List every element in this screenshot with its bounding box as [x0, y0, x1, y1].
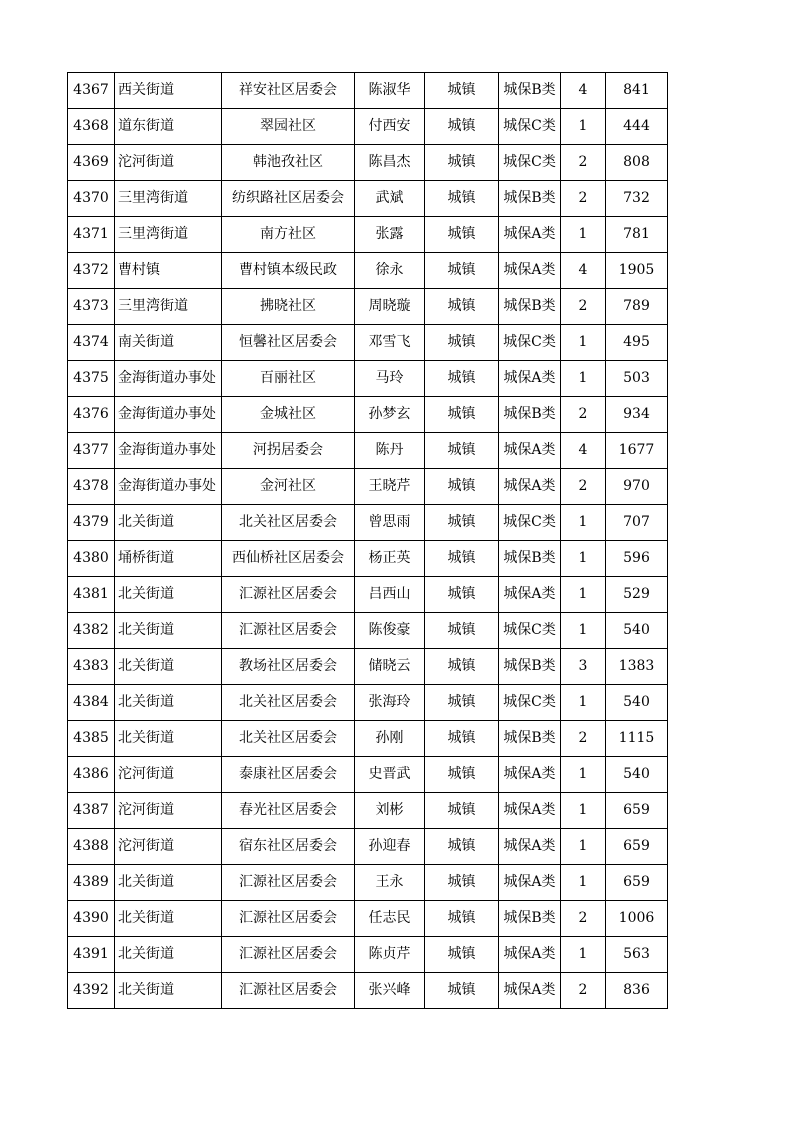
- count-cell: 2: [561, 901, 606, 937]
- name-cell: 张兴峰: [355, 973, 425, 1009]
- type-cell: 城镇: [425, 469, 499, 505]
- street-cell: 金海街道办事处: [115, 433, 222, 469]
- amount-cell: 1905: [606, 253, 668, 289]
- amount-cell: 789: [606, 289, 668, 325]
- street-cell: 金海街道办事处: [115, 469, 222, 505]
- records-table: [67, 72, 668, 1009]
- table-row: [68, 181, 668, 217]
- row-id-cell: 4391: [68, 937, 115, 973]
- category-cell: 城保B类: [499, 901, 561, 937]
- amount-cell: 970: [606, 469, 668, 505]
- community-cell: 金城社区: [222, 397, 355, 433]
- category-cell: 城保B类: [499, 649, 561, 685]
- table-row: [68, 217, 668, 253]
- name-cell: 付西安: [355, 109, 425, 145]
- name-cell: 徐永: [355, 253, 425, 289]
- row-id-cell: 4387: [68, 793, 115, 829]
- community-cell: 汇源社区居委会: [222, 973, 355, 1009]
- table-row: [68, 649, 668, 685]
- count-cell: 1: [561, 505, 606, 541]
- street-cell: 南关街道: [115, 325, 222, 361]
- table-body: [68, 73, 668, 1009]
- table-row: [68, 829, 668, 865]
- count-cell: 2: [561, 289, 606, 325]
- row-id-cell: 4392: [68, 973, 115, 1009]
- table-row: [68, 973, 668, 1009]
- community-cell: 汇源社区居委会: [222, 613, 355, 649]
- amount-cell: 707: [606, 505, 668, 541]
- street-cell: 北关街道: [115, 505, 222, 541]
- count-cell: 4: [561, 433, 606, 469]
- table-row: [68, 505, 668, 541]
- category-cell: 城保B类: [499, 289, 561, 325]
- amount-cell: 781: [606, 217, 668, 253]
- table-row: [68, 253, 668, 289]
- category-cell: 城保B类: [499, 541, 561, 577]
- name-cell: 王晓芹: [355, 469, 425, 505]
- row-id-cell: 4368: [68, 109, 115, 145]
- row-id-cell: 4383: [68, 649, 115, 685]
- category-cell: 城保A类: [499, 361, 561, 397]
- amount-cell: 540: [606, 685, 668, 721]
- name-cell: 马玲: [355, 361, 425, 397]
- table-row: [68, 109, 668, 145]
- type-cell: 城镇: [425, 361, 499, 397]
- count-cell: 1: [561, 613, 606, 649]
- table-row: [68, 613, 668, 649]
- count-cell: 1: [561, 217, 606, 253]
- community-cell: 曹村镇本级民政: [222, 253, 355, 289]
- table-row: [68, 685, 668, 721]
- type-cell: 城镇: [425, 613, 499, 649]
- community-cell: 金河社区: [222, 469, 355, 505]
- amount-cell: 1383: [606, 649, 668, 685]
- row-id-cell: 4390: [68, 901, 115, 937]
- count-cell: 1: [561, 541, 606, 577]
- street-cell: 三里湾街道: [115, 217, 222, 253]
- count-cell: 1: [561, 325, 606, 361]
- table-row: [68, 145, 668, 181]
- community-cell: 翠园社区: [222, 109, 355, 145]
- type-cell: 城镇: [425, 649, 499, 685]
- table-row: [68, 865, 668, 901]
- community-cell: 南方社区: [222, 217, 355, 253]
- row-id-cell: 4385: [68, 721, 115, 757]
- count-cell: 1: [561, 829, 606, 865]
- name-cell: 任志民: [355, 901, 425, 937]
- type-cell: 城镇: [425, 973, 499, 1009]
- count-cell: 3: [561, 649, 606, 685]
- name-cell: 孙刚: [355, 721, 425, 757]
- community-cell: 汇源社区居委会: [222, 577, 355, 613]
- amount-cell: 934: [606, 397, 668, 433]
- table-row: [68, 577, 668, 613]
- name-cell: 张海玲: [355, 685, 425, 721]
- amount-cell: 495: [606, 325, 668, 361]
- category-cell: 城保C类: [499, 109, 561, 145]
- row-id-cell: 4371: [68, 217, 115, 253]
- amount-cell: 732: [606, 181, 668, 217]
- type-cell: 城镇: [425, 505, 499, 541]
- table-row: [68, 793, 668, 829]
- street-cell: 西关街道: [115, 73, 222, 109]
- count-cell: 2: [561, 469, 606, 505]
- row-id-cell: 4388: [68, 829, 115, 865]
- street-cell: 北关街道: [115, 577, 222, 613]
- row-id-cell: 4370: [68, 181, 115, 217]
- street-cell: 北关街道: [115, 973, 222, 1009]
- street-cell: 埇桥街道: [115, 541, 222, 577]
- type-cell: 城镇: [425, 793, 499, 829]
- row-id-cell: 4378: [68, 469, 115, 505]
- table-row: [68, 73, 668, 109]
- type-cell: 城镇: [425, 577, 499, 613]
- type-cell: 城镇: [425, 865, 499, 901]
- table-row: [68, 469, 668, 505]
- category-cell: 城保A类: [499, 865, 561, 901]
- community-cell: 百丽社区: [222, 361, 355, 397]
- type-cell: 城镇: [425, 145, 499, 181]
- street-cell: 沱河街道: [115, 829, 222, 865]
- street-cell: 金海街道办事处: [115, 361, 222, 397]
- category-cell: 城保B类: [499, 181, 561, 217]
- amount-cell: 659: [606, 829, 668, 865]
- row-id-cell: 4377: [68, 433, 115, 469]
- community-cell: 河拐居委会: [222, 433, 355, 469]
- count-cell: 1: [561, 865, 606, 901]
- amount-cell: 1115: [606, 721, 668, 757]
- name-cell: 陈淑华: [355, 73, 425, 109]
- table-row: [68, 289, 668, 325]
- amount-cell: 563: [606, 937, 668, 973]
- count-cell: 2: [561, 721, 606, 757]
- name-cell: 陈俊豪: [355, 613, 425, 649]
- count-cell: 1: [561, 577, 606, 613]
- row-id-cell: 4375: [68, 361, 115, 397]
- name-cell: 孙迎春: [355, 829, 425, 865]
- row-id-cell: 4386: [68, 757, 115, 793]
- category-cell: 城保A类: [499, 937, 561, 973]
- community-cell: 祥安社区居委会: [222, 73, 355, 109]
- table-row: [68, 397, 668, 433]
- community-cell: 教场社区居委会: [222, 649, 355, 685]
- community-cell: 北关社区居委会: [222, 685, 355, 721]
- name-cell: 邓雪飞: [355, 325, 425, 361]
- type-cell: 城镇: [425, 397, 499, 433]
- category-cell: 城保A类: [499, 973, 561, 1009]
- amount-cell: 1006: [606, 901, 668, 937]
- category-cell: 城保B类: [499, 397, 561, 433]
- name-cell: 陈丹: [355, 433, 425, 469]
- street-cell: 北关街道: [115, 613, 222, 649]
- row-id-cell: 4374: [68, 325, 115, 361]
- table-row: [68, 757, 668, 793]
- table-row: [68, 325, 668, 361]
- amount-cell: 529: [606, 577, 668, 613]
- type-cell: 城镇: [425, 829, 499, 865]
- category-cell: 城保C类: [499, 613, 561, 649]
- count-cell: 1: [561, 109, 606, 145]
- name-cell: 史晋武: [355, 757, 425, 793]
- name-cell: 陈昌杰: [355, 145, 425, 181]
- category-cell: 城保C类: [499, 505, 561, 541]
- amount-cell: 503: [606, 361, 668, 397]
- amount-cell: 540: [606, 613, 668, 649]
- count-cell: 1: [561, 361, 606, 397]
- category-cell: 城保C类: [499, 145, 561, 181]
- community-cell: 春光社区居委会: [222, 793, 355, 829]
- row-id-cell: 4380: [68, 541, 115, 577]
- street-cell: 北关街道: [115, 649, 222, 685]
- category-cell: 城保A类: [499, 757, 561, 793]
- name-cell: 曾思雨: [355, 505, 425, 541]
- table-row: [68, 937, 668, 973]
- name-cell: 张露: [355, 217, 425, 253]
- count-cell: 2: [561, 397, 606, 433]
- amount-cell: 659: [606, 865, 668, 901]
- row-id-cell: 4381: [68, 577, 115, 613]
- count-cell: 4: [561, 253, 606, 289]
- name-cell: 武斌: [355, 181, 425, 217]
- type-cell: 城镇: [425, 541, 499, 577]
- category-cell: 城保A类: [499, 577, 561, 613]
- category-cell: 城保B类: [499, 721, 561, 757]
- amount-cell: 1677: [606, 433, 668, 469]
- community-cell: 恒馨社区居委会: [222, 325, 355, 361]
- name-cell: 杨正英: [355, 541, 425, 577]
- table-row: [68, 433, 668, 469]
- type-cell: 城镇: [425, 757, 499, 793]
- type-cell: 城镇: [425, 181, 499, 217]
- name-cell: 周晓璇: [355, 289, 425, 325]
- count-cell: 2: [561, 181, 606, 217]
- type-cell: 城镇: [425, 901, 499, 937]
- street-cell: 曹村镇: [115, 253, 222, 289]
- row-id-cell: 4384: [68, 685, 115, 721]
- category-cell: 城保B类: [499, 73, 561, 109]
- count-cell: 1: [561, 937, 606, 973]
- row-id-cell: 4379: [68, 505, 115, 541]
- street-cell: 北关街道: [115, 901, 222, 937]
- type-cell: 城镇: [425, 217, 499, 253]
- amount-cell: 540: [606, 757, 668, 793]
- count-cell: 2: [561, 145, 606, 181]
- name-cell: 刘彬: [355, 793, 425, 829]
- category-cell: 城保A类: [499, 469, 561, 505]
- row-id-cell: 4373: [68, 289, 115, 325]
- community-cell: 宿东社区居委会: [222, 829, 355, 865]
- amount-cell: 659: [606, 793, 668, 829]
- community-cell: 韩池孜社区: [222, 145, 355, 181]
- community-cell: 拂晓社区: [222, 289, 355, 325]
- community-cell: 汇源社区居委会: [222, 865, 355, 901]
- table-row: [68, 901, 668, 937]
- table-row: [68, 361, 668, 397]
- table-row: [68, 721, 668, 757]
- amount-cell: 444: [606, 109, 668, 145]
- type-cell: 城镇: [425, 109, 499, 145]
- category-cell: 城保C类: [499, 325, 561, 361]
- street-cell: 北关街道: [115, 937, 222, 973]
- type-cell: 城镇: [425, 73, 499, 109]
- community-cell: 泰康社区居委会: [222, 757, 355, 793]
- row-id-cell: 4376: [68, 397, 115, 433]
- count-cell: 1: [561, 793, 606, 829]
- category-cell: 城保A类: [499, 829, 561, 865]
- street-cell: 沱河街道: [115, 757, 222, 793]
- category-cell: 城保A类: [499, 433, 561, 469]
- street-cell: 三里湾街道: [115, 181, 222, 217]
- community-cell: 纺织路社区居委会: [222, 181, 355, 217]
- amount-cell: 841: [606, 73, 668, 109]
- category-cell: 城保A类: [499, 217, 561, 253]
- row-id-cell: 4369: [68, 145, 115, 181]
- street-cell: 三里湾街道: [115, 289, 222, 325]
- type-cell: 城镇: [425, 721, 499, 757]
- name-cell: 吕西山: [355, 577, 425, 613]
- table-row: [68, 541, 668, 577]
- row-id-cell: 4372: [68, 253, 115, 289]
- count-cell: 2: [561, 973, 606, 1009]
- amount-cell: 836: [606, 973, 668, 1009]
- name-cell: 王永: [355, 865, 425, 901]
- row-id-cell: 4389: [68, 865, 115, 901]
- type-cell: 城镇: [425, 253, 499, 289]
- street-cell: 北关街道: [115, 685, 222, 721]
- street-cell: 北关街道: [115, 721, 222, 757]
- street-cell: 北关街道: [115, 865, 222, 901]
- row-id-cell: 4367: [68, 73, 115, 109]
- type-cell: 城镇: [425, 325, 499, 361]
- street-cell: 道东街道: [115, 109, 222, 145]
- community-cell: 北关社区居委会: [222, 721, 355, 757]
- amount-cell: 596: [606, 541, 668, 577]
- type-cell: 城镇: [425, 433, 499, 469]
- community-cell: 汇源社区居委会: [222, 901, 355, 937]
- category-cell: 城保C类: [499, 685, 561, 721]
- type-cell: 城镇: [425, 685, 499, 721]
- type-cell: 城镇: [425, 289, 499, 325]
- category-cell: 城保A类: [499, 253, 561, 289]
- community-cell: 西仙桥社区居委会: [222, 541, 355, 577]
- street-cell: 沱河街道: [115, 793, 222, 829]
- count-cell: 1: [561, 757, 606, 793]
- category-cell: 城保A类: [499, 793, 561, 829]
- street-cell: 沱河街道: [115, 145, 222, 181]
- name-cell: 储晓云: [355, 649, 425, 685]
- community-cell: 北关社区居委会: [222, 505, 355, 541]
- name-cell: 陈贞芹: [355, 937, 425, 973]
- name-cell: 孙梦玄: [355, 397, 425, 433]
- count-cell: 1: [561, 685, 606, 721]
- amount-cell: 808: [606, 145, 668, 181]
- row-id-cell: 4382: [68, 613, 115, 649]
- community-cell: 汇源社区居委会: [222, 937, 355, 973]
- street-cell: 金海街道办事处: [115, 397, 222, 433]
- count-cell: 4: [561, 73, 606, 109]
- type-cell: 城镇: [425, 937, 499, 973]
